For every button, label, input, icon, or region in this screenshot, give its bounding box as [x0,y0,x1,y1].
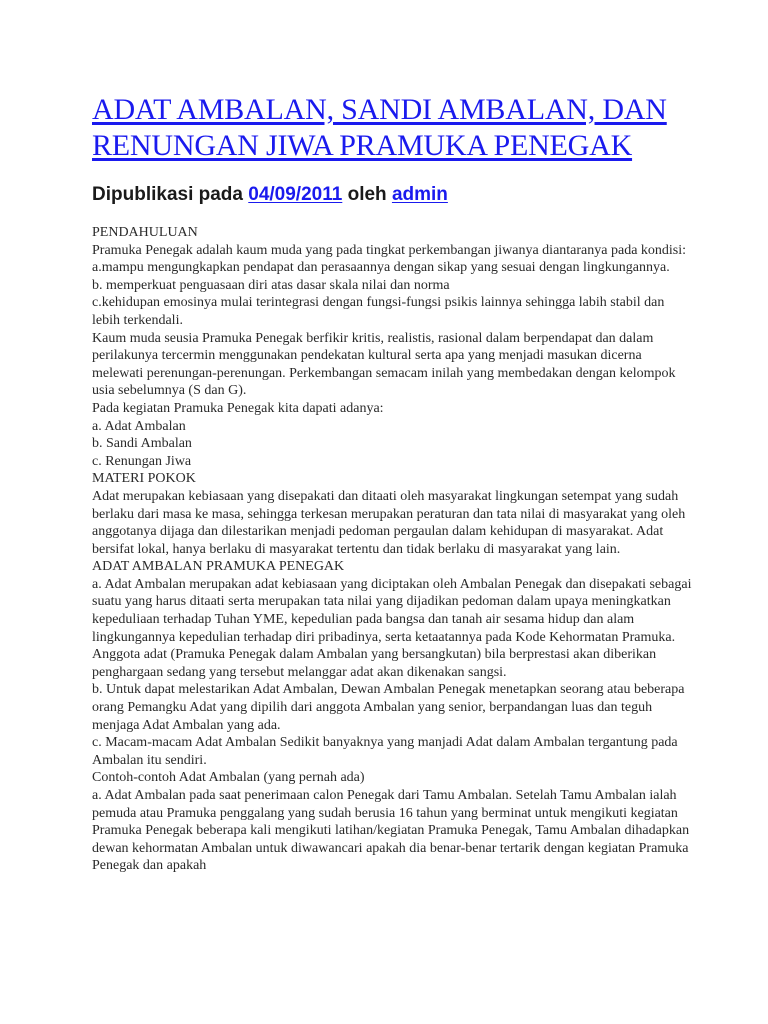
paragraph: a.mampu mengungkapkan pendapat dan perasaannya dengan sikap yang sesuai dengan lingkungannya. [92,260,670,276]
paragraph: b. memperkuat penguasaan diri atas dasar skala nilai dan norma [92,277,450,293]
article-title [92,92,692,164]
author-prefix: oleh [347,184,387,205]
article-title-link[interactable]: ADAT AMBALAN, SANDI AMBALAN, DAN RENUNGAN JIWA PRAMUKA PENEGAK [92,93,667,162]
article [92,92,692,875]
published-date-link[interactable]: 04/09/2011 [248,184,343,205]
paragraph: a. Adat Ambalan [92,418,186,434]
paragraph: b. Untuk dapat melestarikan Adat Ambalan, Dewan Ambalan Penegak menetapkan seorang atau beberapa orang Pemangku Adat yang dipilih dari anggota Ambalan yang senior, berpandangan luas dan teguh menjaga Adat Ambalan yang ada. [92,682,685,733]
paragraph: ADAT AMBALAN PRAMUKA PENEGAK [92,559,345,575]
paragraph: a. Adat Ambalan pada saat penerimaan calon Penegak dari Tamu Ambalan. Setelah Tamu Ambalan ialah pemuda atau Pramuka penggalang yang sudah berusia 16 tahun yang berminat untuk mengikuti kegiatan Pramuka Penegak beberapa kali mengikuti latihan/kegiatan Pramuka Penegak, Tamu Ambalan dihadapkan dewan kehormatan Ambalan untuk diwawancari apakah dia benar-benar tertarik dengan kegiatan Pramuka Penegak dan apakah [92,788,690,874]
published-prefix: Dipublikasi pada [92,184,243,205]
paragraph: Kaum muda seusia Pramuka Penegak berfikir kritis, realistis, rasional dalam berpendapat dan dalam perilakunya tercermin menggunakan pendekatan kultural serta apa yang menjadi masukan dicerna melewati perenungan-perenungan. Perkembangan semacam inilah yang membedakan dengan kelompok usia sebelumnya (S dan G). [92,330,676,399]
paragraph: Pada kegiatan Pramuka Penegak kita dapati adanya: [92,400,384,416]
paragraph: Adat merupakan kebiasaan yang disepakati dan ditaati oleh masyarakat lingkungan setempat yang sudah berlaku dari masa ke masa, sehingga terkesan merupakan peraturan dan tata nilai di masyarakat yang oleh anggotanya dijaga dan dilestarikan menjadi pedoman pergaulan dalam kehidupan di masyarakat. Adat bersifat lokal, hanya berlaku di masyarakat tertentu dan tidak berlaku di masyarakat yang lain. [92,488,686,557]
paragraph: Pramuka Penegak adalah kaum muda yang pada tingkat perkembangan jiwanya diantaranya pada kondisi: [92,242,687,258]
article-body [92,224,692,875]
paragraph: b. Sandi Ambalan [92,436,192,452]
author-link[interactable]: admin [391,184,448,205]
paragraph: a. Adat Ambalan merupakan adat kebiasaan yang diciptakan oleh Ambalan Penegak dan disepakati sebagai suatu yang harus ditaati serta merupakan tata nilai yang dijadikan pedoman dalam upaya meningkatkan kepeduliaan terhadap Tuhan YME, kepedulian pada bangsa dan tanah air sesama hidup dan alam lingkungannya kepedulian terhadap diri pribadinya, serta ketaatannya pada Kode Kehormatan Pramuka. Anggota adat (Pramuka Penegak dalam Ambalan yang bersangkutan) bila berprestasi akan diberikan penghargaan sedang yang tersebut melanggar adat akan dikenakan sangsi. [92,576,692,680]
paragraph: c.kehidupan emosinya mulai terintegrasi dengan fungsi-fungsi psikis lainnya sehingga labih stabil dan lebih terkendali. [92,295,665,328]
paragraph: c. Macam-macam Adat Ambalan Sedikit banyaknya yang manjadi Adat dalam Ambalan tergantung pada Ambalan itu sendiri. [92,735,678,768]
paragraph: MATERI POKOK [92,471,196,487]
article-meta [92,182,692,208]
paragraph: Contoh-contoh Adat Ambalan (yang pernah ada) [92,770,365,786]
paragraph: c. Renungan Jiwa [92,453,192,469]
paragraph: PENDAHULUAN [92,225,198,240]
